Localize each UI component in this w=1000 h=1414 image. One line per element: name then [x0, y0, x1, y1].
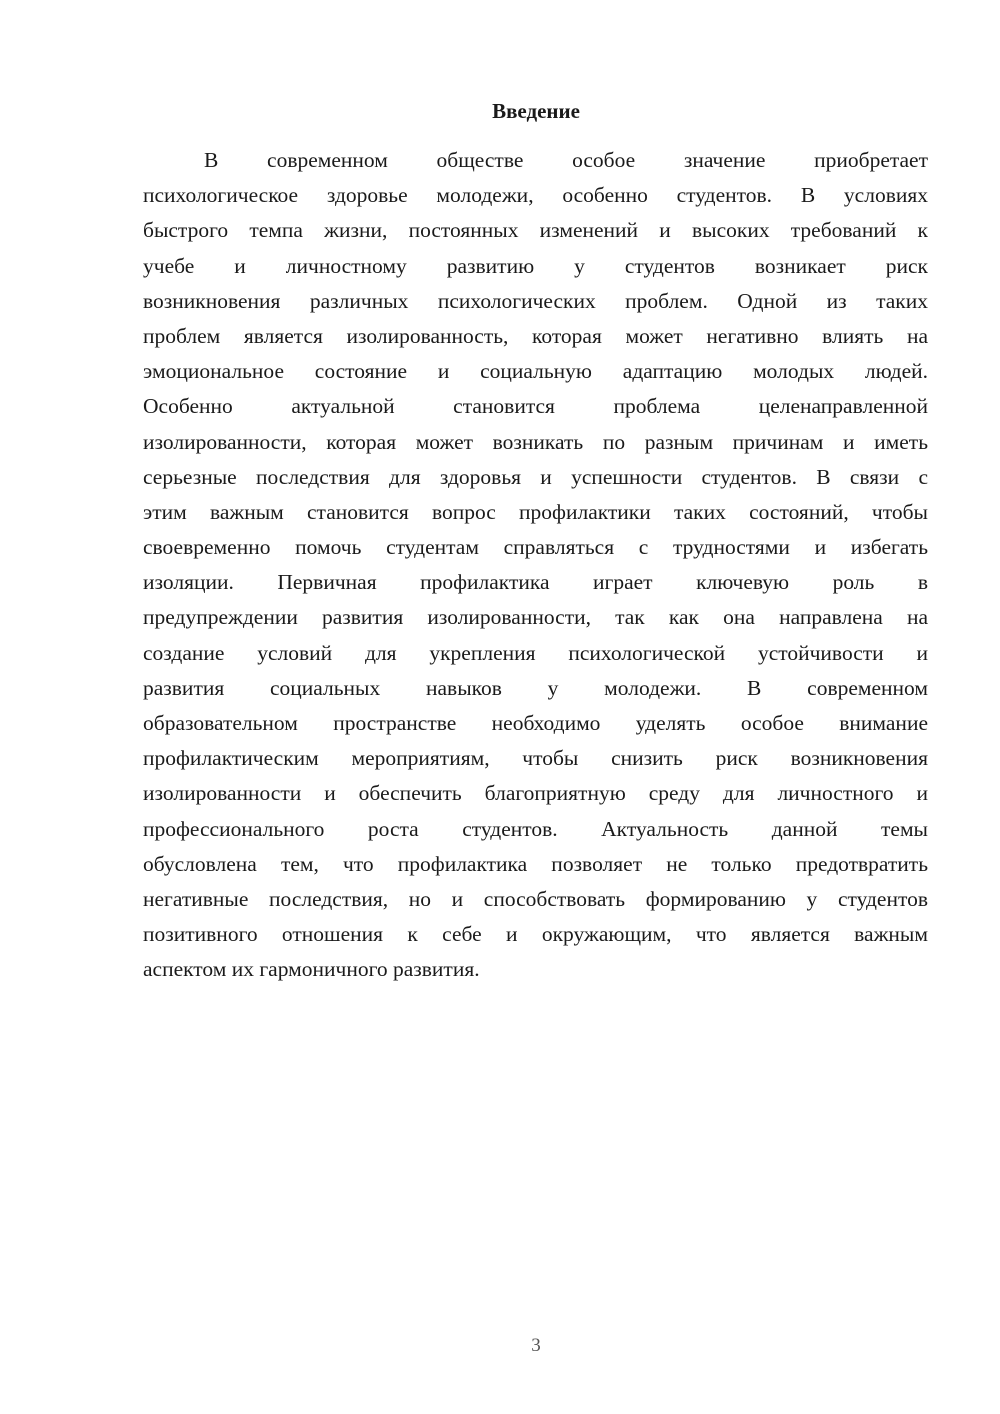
- paragraph-line: проблем является изолированность, которая может негативно влиять на: [143, 323, 928, 348]
- paragraph-line: профилактическим мероприятиям, чтобы снизить риск возникновения: [143, 746, 928, 771]
- paragraph-line: позитивного отношения к себе и окружающим, что является важным: [143, 922, 928, 947]
- paragraph-line: своевременно помочь студентам справляться с трудностями и избегать: [143, 535, 928, 560]
- paragraph-line: В современном обществе особое значение приобретает: [204, 148, 928, 172]
- paragraph-line: обусловлена тем, что профилактика позволяет не только предотвратить: [143, 851, 928, 876]
- paragraph-line: этим важным становится вопрос профилактики таких состояний, чтобы: [143, 499, 928, 524]
- paragraph-line: профессионального роста студентов. Актуальность данной темы: [143, 816, 928, 841]
- paragraph-line: возникновения различных психологических проблем. Одной из таких: [143, 288, 928, 313]
- paragraph-line: негативные последствия, но и способствовать формированию у студентов: [143, 886, 928, 911]
- paragraph-line: образовательном пространстве необходимо уделять особое внимание: [143, 711, 928, 735]
- body-paragraph: [143, 143, 928, 988]
- paragraph-line: учебе и личностному развитию у студентов возникает риск: [143, 253, 928, 278]
- paragraph-line: психологическое здоровье молодежи, особенно студентов. В условиях: [143, 183, 928, 208]
- paragraph-line: быстрого темпа жизни, постоянных изменений и высоких требований к: [143, 218, 928, 243]
- paragraph-line: создание условий для укрепления психологической устойчивости и: [143, 640, 928, 665]
- paragraph-line: серьезные последствия для здоровья и успешности студентов. В связи с: [143, 464, 928, 489]
- paragraph-line: изолированности, которая может возникать по разным причинам и иметь: [143, 429, 928, 454]
- paragraph-line: предупреждении развития изолированности, так как она направлена на: [143, 605, 928, 630]
- section-heading: Введение: [492, 99, 580, 123]
- paragraph-line: эмоциональное состояние и социальную адаптацию молодых людей.: [143, 359, 928, 384]
- page-number: 3: [531, 1335, 541, 1356]
- paragraph-line: развития социальных навыков у молодежи. В современном: [143, 675, 928, 700]
- paragraph-line: изоляции. Первичная профилактика играет ключевую роль в: [143, 570, 928, 595]
- paragraph-line: Особенно актуальной становится проблема целенаправленной: [143, 394, 928, 419]
- paragraph-line: изолированности и обеспечить благоприятную среду для личностного и: [143, 781, 928, 806]
- paragraph-line: аспектом их гармоничного развития.: [143, 957, 480, 982]
